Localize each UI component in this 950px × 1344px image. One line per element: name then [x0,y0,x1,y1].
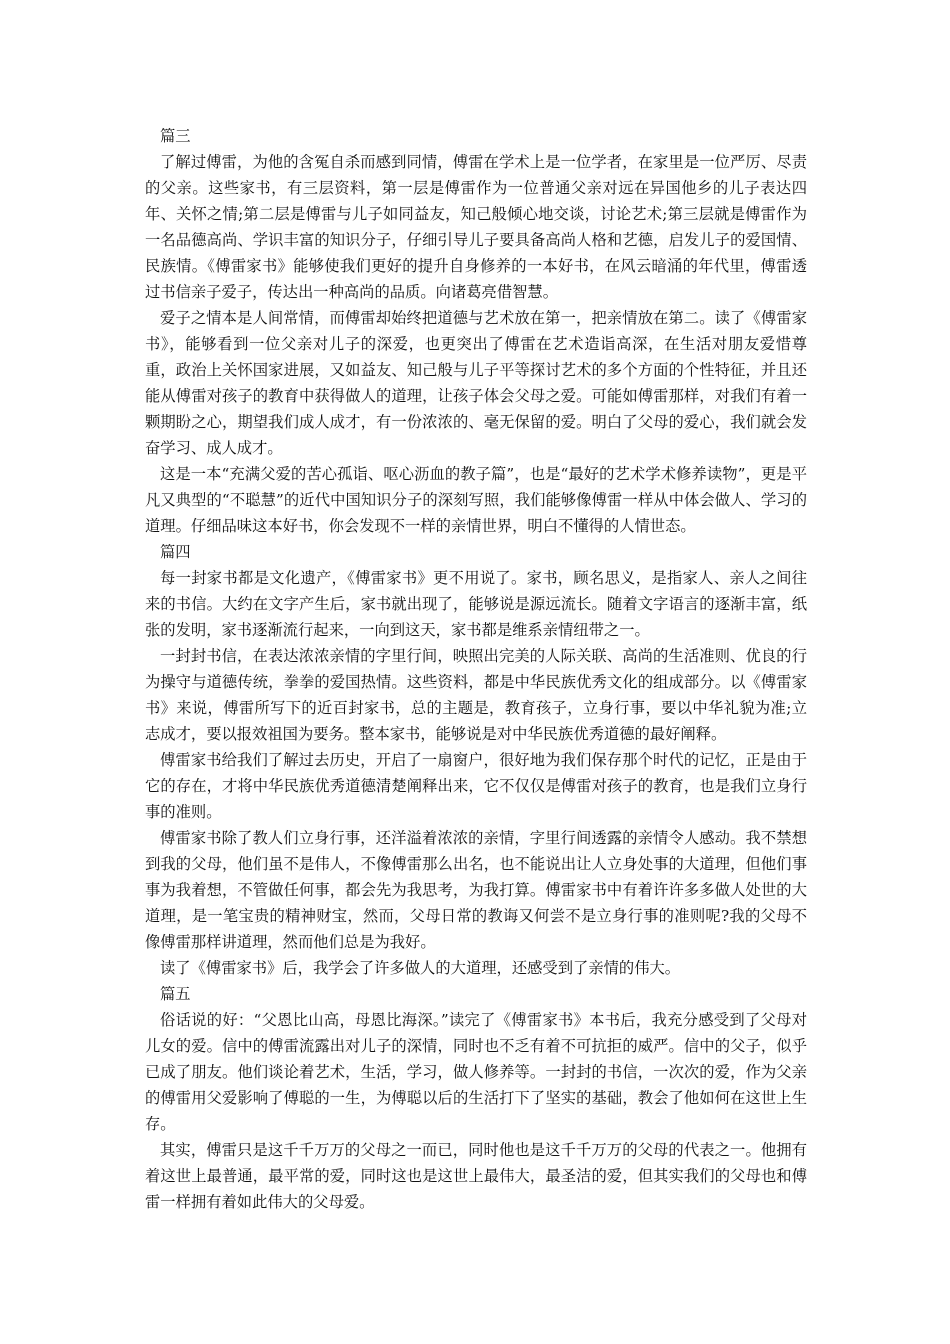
paragraph: 爱子之情本是人间常情，而傅雷却始终把道德与艺术放在第一，把亲情放在第二。读了《傅雷家书》，能够看到一位父亲对儿子的深爱，也更突出了傅雷在艺术造诣高深，在生活对朋友爱惜尊重，政治上关怀国家进展，又如益友、知己般与儿子平等探讨艺术的多个方面的个性特征，并且还能从傅雷对孩子的教育中获得做人的道理，让孩子体会父母之爱。可能如傅雷那样，对我们有着一颗期盼之心，期望我们成人成才，有一份浓浓的、毫无保留的爱。明白了父母的爱心，我们就会发奋学习、成人成才。 [145,309,807,457]
section-heading: 篇五 [160,985,191,1003]
paragraph: 其实，傅雷只是这千千万万的父母之一而已，同时他也是这千千万万的父母的代表之一。他拥有着这世上最普通，最平常的爱，同时这也是这世上最伟大，最圣洁的爱，但其实我们的父母也和傅雷一样拥有着如此伟大的父母爱。 [145,1141,807,1211]
paragraph: 了解过傅雷，为他的含冤自杀而感到同情，傅雷在学术上是一位学者，在家里是一位严厉、尽责的父亲。这些家书，有三层资料，第一层是傅雷作为一位普通父亲对远在异国他乡的儿子表达四年、关怀之情;第二层是傅雷与儿子如同益友，知己般倾心地交谈，讨论艺术;第三层就是傅雷作为一名品德高尚、学识丰富的知识分子，仔细引导儿子要具备高尚人格和艺德，启发儿子的爱国情、民族情。《傅雷家书》能够使我们更好的提升自身修养的一本好书，在风云暗涌的年代里，傅雷透过书信亲子爱子，传达出一种高尚的品质。向诸葛亮借智慧。 [145,153,807,301]
paragraph: 读了《傅雷家书》后，我学会了许多做人的大道理，还感受到了亲情的伟大。 [160,959,681,977]
section-heading: 篇三 [160,127,191,145]
paragraph: 傅雷家书给我们了解过去历史，开启了一扇窗户，很好地为我们保存那个时代的记忆，正是由于它的存在，才将中华民族优秀道德清楚阐释出来，它不仅仅是傅雷对孩子的教育，也是我们立身行事的准则。 [145,751,807,821]
paragraph: 这是一本“充满父爱的苦心孤诣、呕心沥血的教子篇”，也是“最好的艺术学术修养读物”，更是平凡又典型的“不聪慧”的近代中国知识分子的深刻写照，我们能够像傅雷一样从中体会做人、学习的道理。仔细品味这本好书，你会发现不一样的亲情世界，明白不懂得的人情世态。 [145,465,807,535]
document-page [145,123,807,1215]
paragraph: 傅雷家书除了教人们立身行事，还洋溢着浓浓的亲情，字里行间透露的亲情令人感动。我不禁想到我的父母，他们虽不是伟人，不像傅雷那么出名，也不能说出让人立身处事的大道理，但他们事事为我着想，不管做任何事，都会先为我思考，为我打算。傅雷家书中有着许许多多做人处世的大道理，是一笔宝贵的精神财宝，然而，父母日常的教诲又何尝不是立身行事的准则呢?我的父母不像傅雷那样讲道理，然而他们总是为我好。 [145,829,807,951]
paragraph: 俗话说的好：“父恩比山高，母恩比海深。”读完了《傅雷家书》本书后，我充分感受到了父母对儿女的爱。信中的傅雷流露出对儿子的深情，同时也不乏有着不可抗拒的威严。信中的父子，似乎已成了朋友。他们谈论着艺术，生活，学习，做人修养等。一封封的书信，一次次的爱，作为父亲的傅雷用父爱影响了傅聪的一生，为傅聪以后的生活打下了坚实的基础，教会了他如何在这世上生存。 [145,1011,807,1133]
paragraph: 每一封家书都是文化遗产，《傅雷家书》更不用说了。家书，顾名思义，是指家人、亲人之间往来的书信。大约在文字产生后，家书就出现了，能够说是源远流长。随着文字语言的逐渐丰富，纸张的发明，家书逐渐流行起来，一向到这天，家书都是维系亲情纽带之一。 [145,569,807,639]
paragraph: 一封封书信，在表达浓浓亲情的字里行间，映照出完美的人际关联、高尚的生活准则、优良的行为操守与道德传统，拳拳的爱国热情。这些资料，都是中华民族优秀文化的组成部分。以《傅雷家书》来说，傅雷所写下的近百封家书，总的主题是，教育孩子，立身行事，要以中华礼貌为准;立志成才，要以报效祖国为要务。整本家书，能够说是对中华民族优秀道德的最好阐释。 [145,647,807,743]
section-5 [145,981,807,1215]
section-4 [145,539,807,981]
section-3 [145,123,807,539]
section-heading: 篇四 [160,543,191,561]
